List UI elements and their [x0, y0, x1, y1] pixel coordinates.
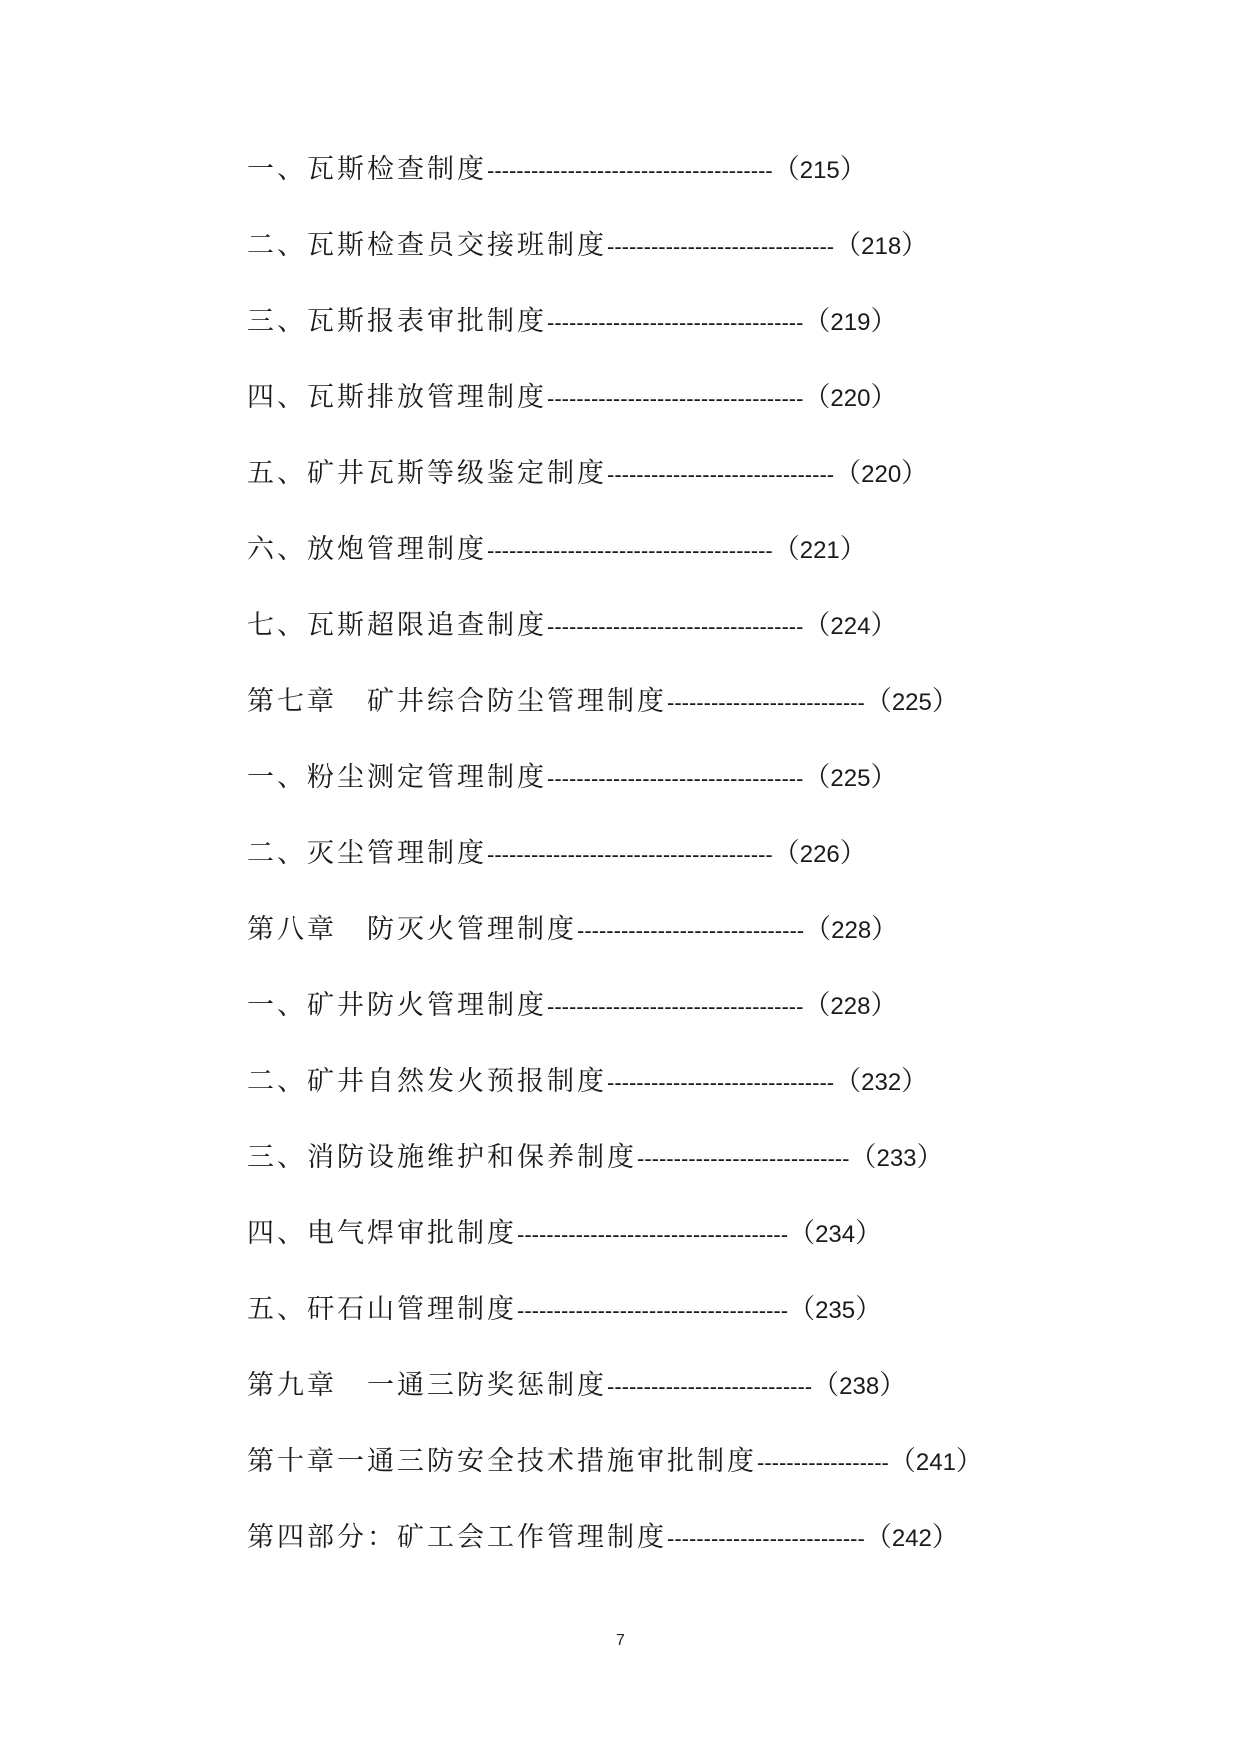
toc-title: 四、瓦斯排放管理制度 [247, 382, 547, 413]
toc-page-ref: （238） [812, 1370, 907, 1401]
page-number: 7 [616, 1632, 625, 1649]
toc-leader: ------------------------------- [577, 918, 805, 943]
toc-entry[interactable] [247, 1432, 1147, 1508]
toc-page-ref: （215） [772, 154, 867, 185]
toc-page: 225 [830, 765, 871, 792]
toc-entry[interactable] [247, 1356, 1147, 1432]
toc-leader: ------------------------------- [607, 234, 835, 259]
toc-leader: ----------------------------------- [547, 386, 804, 411]
toc-page-ref: （225） [803, 762, 898, 793]
toc-leader: ------------------------------------- [517, 1298, 789, 1323]
toc-title: 一、瓦斯检查制度 [247, 154, 487, 185]
toc-page: 225 [891, 689, 932, 716]
toc-title: 一、粉尘测定管理制度 [247, 762, 547, 793]
toc-title: 三、瓦斯报表审批制度 [247, 306, 547, 337]
toc-title: 七、瓦斯超限追查制度 [247, 610, 547, 641]
toc-entry[interactable] [247, 1280, 1147, 1356]
toc-page: 220 [830, 385, 871, 412]
toc-page: 219 [830, 309, 871, 336]
toc-entry[interactable] [247, 140, 1147, 216]
toc-page: 224 [830, 613, 871, 640]
toc-page: 235 [815, 1297, 856, 1324]
toc-title: 第十章一通三防安全技术措施审批制度 [247, 1446, 757, 1477]
toc-leader: --------------------------------------- [487, 842, 773, 867]
toc-leader: ------------------ [757, 1450, 889, 1475]
toc-page-ref: （228） [804, 914, 899, 945]
toc-page: 221 [799, 537, 840, 564]
toc-leader: ------------------------------- [607, 462, 835, 487]
toc-title: 一、矿井防火管理制度 [247, 990, 547, 1021]
toc-page-ref: （226） [772, 838, 867, 869]
toc-page: 233 [876, 1145, 917, 1172]
toc-title: 二、灭尘管理制度 [247, 838, 487, 869]
toc-leader: ---------------------------- [607, 1374, 813, 1399]
toc-leader: --------------------------- [667, 690, 865, 715]
toc-page-ref: （218） [834, 230, 929, 261]
toc-page: 232 [861, 1069, 902, 1096]
toc-page-ref: （235） [788, 1294, 883, 1325]
toc-title: 第七章 矿井综合防尘管理制度 [247, 686, 667, 717]
toc-leader: ----------------------------------- [547, 310, 804, 335]
toc-entry[interactable] [247, 444, 1147, 520]
toc-leader: ----------------------------------- [547, 766, 804, 791]
toc-entry[interactable] [247, 596, 1147, 672]
toc-leader: ----------------------------------- [547, 614, 804, 639]
toc-title: 二、瓦斯检查员交接班制度 [247, 230, 607, 261]
toc-title: 第八章 防灭火管理制度 [247, 914, 577, 945]
toc-title: 三、消防设施维护和保养制度 [247, 1142, 637, 1173]
toc-page-ref: （232） [834, 1066, 929, 1097]
toc-title: 第四部分：矿工会工作管理制度 [247, 1522, 667, 1553]
toc-entry[interactable] [247, 1052, 1147, 1128]
toc-title: 四、电气焊审批制度 [247, 1218, 517, 1249]
toc-title: 五、矿井瓦斯等级鉴定制度 [247, 458, 607, 489]
toc-title: 第九章 一通三防奖惩制度 [247, 1370, 607, 1401]
toc-leader: ----------------------------------- [547, 994, 804, 1019]
toc-entry[interactable] [247, 216, 1147, 292]
toc-page-ref: （233） [849, 1142, 944, 1173]
toc-entry[interactable] [247, 520, 1147, 596]
toc-page: 234 [815, 1221, 856, 1248]
toc-page: 218 [861, 233, 902, 260]
toc-page: 241 [915, 1449, 956, 1476]
toc-title: 二、矿井自然发火预报制度 [247, 1066, 607, 1097]
table-of-contents [247, 140, 1147, 1584]
toc-entry[interactable] [247, 1508, 1147, 1584]
toc-page: 228 [830, 993, 871, 1020]
toc-page-ref: （242） [864, 1522, 959, 1553]
toc-page-ref: （241） [888, 1446, 983, 1477]
toc-page: 226 [799, 841, 840, 868]
toc-leader: ----------------------------- [637, 1146, 850, 1171]
toc-entry[interactable] [247, 976, 1147, 1052]
toc-entry[interactable] [247, 672, 1147, 748]
toc-page: 242 [891, 1525, 932, 1552]
toc-page: 220 [861, 461, 902, 488]
toc-page-ref: （234） [788, 1218, 883, 1249]
toc-entry[interactable] [247, 292, 1147, 368]
toc-page: 228 [831, 917, 872, 944]
toc-entry[interactable] [247, 824, 1147, 900]
toc-entry[interactable] [247, 900, 1147, 976]
toc-title: 六、放炮管理制度 [247, 534, 487, 565]
toc-leader: ------------------------------- [607, 1070, 835, 1095]
toc-entry[interactable] [247, 1128, 1147, 1204]
toc-page-ref: （220） [803, 382, 898, 413]
toc-page-ref: （228） [803, 990, 898, 1021]
toc-title: 五、矸石山管理制度 [247, 1294, 517, 1325]
toc-entry[interactable] [247, 748, 1147, 824]
toc-page-ref: （225） [864, 686, 959, 717]
toc-page: 238 [839, 1373, 880, 1400]
toc-leader: --------------------------------------- [487, 158, 773, 183]
toc-entry[interactable] [247, 368, 1147, 444]
toc-page-ref: （224） [803, 610, 898, 641]
toc-page-ref: （221） [772, 534, 867, 565]
toc-page: 215 [799, 157, 840, 184]
toc-entry[interactable] [247, 1204, 1147, 1280]
toc-page-ref: （219） [803, 306, 898, 337]
toc-leader: ------------------------------------- [517, 1222, 789, 1247]
toc-leader: --------------------------------------- [487, 538, 773, 563]
toc-page-ref: （220） [834, 458, 929, 489]
toc-leader: --------------------------- [667, 1526, 865, 1551]
